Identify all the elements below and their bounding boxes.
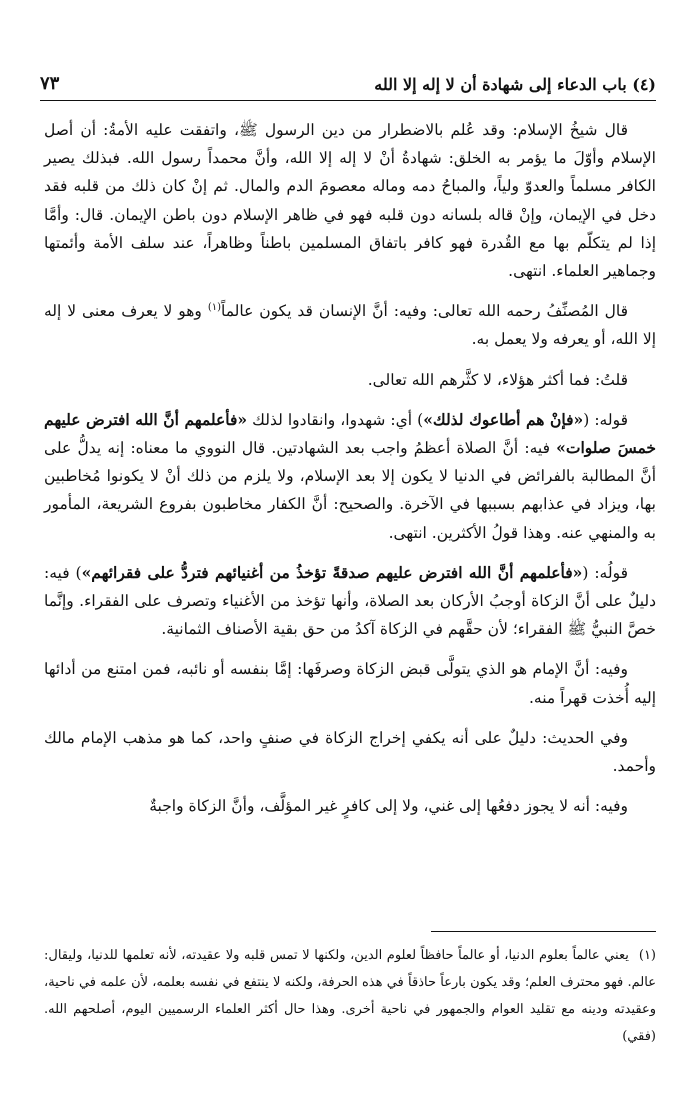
paragraph-4-rest: فيه: أنَّ الصلاة أعظمُ واجب بعد الشهادتين. قال النووي ما معناه: إنه يدلُّ على أنَّ المطالبة بالفرائض في الدنيا لا يكون إلا بعد الإسلام، ولا يلزم من ذلك أنْ لا يكونوا مُخاطبين بها، ويزاد في عذابهم بسببها في الآخرة. والصحيح: أنَّ الكفار مخاطبون بفروع الشريعة، المأمور به والمنهي عنه. وهذا قولُ الأكثرين. انتهى.	[44, 439, 656, 542]
hadith-quote: «فأعلمهم أنَّ الله افترض عليهم خمسَ صلوات»	[44, 409, 656, 458]
footnote-reference[interactable]: (١)	[207, 302, 221, 314]
paragraph-3-text: قلتُ: فما أكثر هؤلاء، لا كثَّرهم الله تعالى.	[367, 370, 628, 389]
hadith-quote: «فإنْ هم أطاعوك لذلك»	[423, 409, 584, 429]
footnote-rule	[431, 931, 656, 932]
paragraph-7	[44, 724, 656, 780]
paragraph-4-mid: ) أي: شهدوا، وانقادوا لذلك	[247, 410, 424, 429]
paragraph-3	[44, 366, 656, 394]
paragraph-5	[44, 559, 656, 644]
footnote-number: (١)	[638, 948, 656, 963]
paragraph-5-lead: قولُه: (	[582, 563, 628, 582]
page-number: ٧٣	[40, 73, 60, 94]
running-header	[40, 66, 656, 94]
paragraph-4	[44, 406, 656, 547]
paragraph-6-text: وفيه: أنَّ الإمام هو الذي يتولَّى قبض الزكاة وصرفَها: إمَّا بنفسه أو نائبه، فمن امتنع من أدائها إليه أُخذت قهراً منه.	[44, 660, 656, 707]
paragraph-4-lead: قوله: (	[583, 410, 628, 429]
paragraph-7-text: وفي الحديث: دليلٌ على أنه يكفي إخراج الزكاة في صنفٍ واحد، كما هو مذهب الإمام مالك وأحمد.	[44, 728, 656, 776]
paragraph-1	[44, 116, 656, 285]
header-rule	[40, 100, 656, 101]
paragraph-2-rest: وهو لا يعرف معنى لا إله إلا الله، أو يعرفه ولا يعمل به.	[44, 302, 656, 349]
paragraph-6	[44, 655, 656, 711]
paragraph-5-rest: ) فيه: دليلٌ على أنَّ الزكاة أوجبُ الأركان بعد الصلاة، وأنها تؤخذ من الأغنياء وتصرف على الفقراء. وإنَّما خصَّ النبيُّ ﷺ الفقراء؛ لأن حقَّهم في الزكاة آكدُ من حق بقية الأصناف الثمانية.	[44, 563, 656, 639]
paragraph-8-text: وفيه: أنه لا يجوز دفعُها إلى غني، ولا إلى كافرٍ غير المؤلَّف، وأنَّ الزكاة واجبةٌ	[149, 797, 628, 816]
footnote-text: يعني عالماً بعلوم الدنيا، أو عالماً حافظاً لعلوم الدين، ولكنها لا تمس قلبه ولا عقيدته، لأنه تعلمها للدنيا، وليقال: عالم. فهو محترف العلم؛ وقد يكون بارعاً حاذقاً في هذه الحرفة، ولكنه لا ينتفع في نفسه بعلمه، لأن علمه في ناحية، وعقيدته ودينه مع تقليد العوام والجمهور في ناحية أخرى. وهذا حال أكثر العلماء الرسميين اليوم، أصلحهم الله. (فقي)	[44, 948, 656, 1044]
footnote	[44, 942, 656, 1050]
paragraph-2	[44, 297, 656, 353]
paragraph-1-text: قال شيخُ الإسلام: وقد عُلم بالاضطرار من دين الرسول ﷺ، واتفقت عليه الأمةُ: أن أصل الإسلام وأوّلَ ما يؤمر به الخلق: شهادةُ أنْ لا إله إلا الله، وأنَّ محمداً رسول الله. فبذلك يصير الكافر مسلماً والعدوّ ولياً، والمباحُ دمه وماله معصومَ الدم والمال. ثم إنْ كان ذلك من قلبه فقد دخل في الإيمان، وإنْ قاله بلسانه دون قلبه فهو في ظاهر الإسلام دون باطن الإيمان. قال: وأمَّا إذا لم يتكلّم بها مع القُدرة فهو كافر باتفاق المسلمين باطناً وظاهراً، عند سلف الأمة وأئمتها وجماهير العلماء. انتهى.	[44, 121, 656, 281]
main-text	[44, 116, 656, 832]
paragraph-8	[44, 792, 656, 820]
chapter-title: (٤) باب الدعاء إلى شهادة أن لا إله إلا الله	[374, 75, 656, 94]
hadith-quote: «فأعلمهم أنَّ الله افترض عليهم صدقةً تؤخذُ من أغنيائهم فتردُّ على فقرائهم»	[81, 562, 583, 582]
paragraph-2-text: قال المُصنِّفُ رحمه الله تعالى: وفيه: أنَّ الإنسان قد يكون عالماً	[221, 302, 628, 321]
